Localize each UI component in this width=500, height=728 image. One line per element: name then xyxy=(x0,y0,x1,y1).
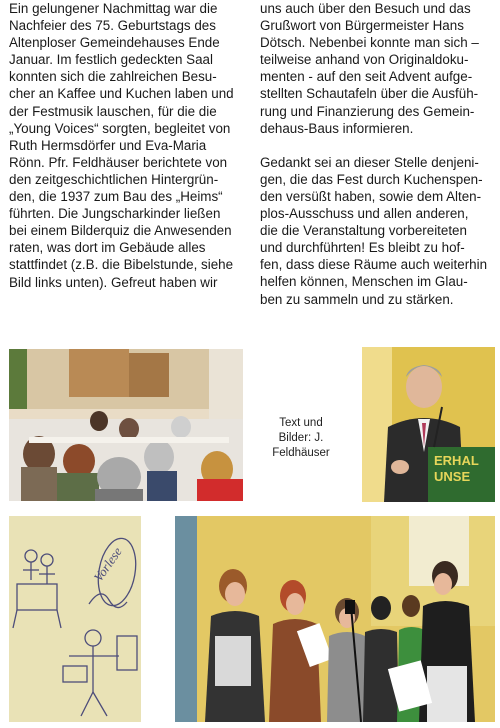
article-line: der Festmusik lauschen, für die die xyxy=(9,103,217,119)
article-line: teilweise anhand von Originaldoku- xyxy=(260,52,469,68)
article-line: ben zu sammeln und zu stärken. xyxy=(260,291,454,307)
article-line: Rönn. Pfr. Feldhäuser berichtete von xyxy=(9,154,228,170)
caption-line: Text und xyxy=(279,417,323,429)
speaker-photo-illustration xyxy=(362,347,495,502)
article-line: den, die 1937 zum Bau des „Heims“ xyxy=(9,189,223,205)
article-line: Nachfeier des 75. Geburtstags des xyxy=(9,18,216,34)
article-line: den versüßt haben, sowie dem Alten- xyxy=(260,188,482,204)
article-line: uns auch über den Besuch und das xyxy=(260,1,471,16)
audience-photo-illustration xyxy=(9,349,243,501)
article-line: bei einem Bilderquiz die Anwesenden xyxy=(9,223,232,239)
article-line: fen, dass diese Räume auch weiterhin xyxy=(260,257,488,273)
article-line: Dötsch. Nebenbei konnte man sich – xyxy=(260,35,479,51)
article-line: Januar. Im festlich gedeckten Saal xyxy=(9,52,213,68)
caption-line: Bilder: J. xyxy=(278,432,324,444)
audience-photo xyxy=(9,349,243,501)
article-left-column xyxy=(9,0,249,291)
article-line: Grußwort von Bürgermeister Hans xyxy=(260,18,464,34)
article-line: die die Veranstaltung vorbereiteten xyxy=(260,223,467,239)
drawing-photo-illustration xyxy=(9,516,141,722)
article-line: Altenploser Gemeindehauses Ende xyxy=(9,35,220,51)
article-line: stellten Schautafeln über die Ausfüh- xyxy=(260,86,479,102)
article-line: dehaus-Baus informieren. xyxy=(260,120,414,136)
article-line: rung und Finanzierung des Gemein- xyxy=(260,103,475,119)
article-line: Bild links unten). Gefreut haben wir xyxy=(9,274,218,290)
article-line: „Young Voices“ sorgten, begleitet von xyxy=(9,120,231,136)
drawing-scribble-text: Vorlese xyxy=(90,544,125,585)
article-line: plos-Ausschuss und allen anderen, xyxy=(260,206,469,222)
article-line: raten, was dort im Gebäude alles xyxy=(9,240,206,256)
speaker-photo xyxy=(362,347,495,502)
choir-photo-illustration xyxy=(175,516,495,722)
article-line: konnten sich die zahlreichen Besu- xyxy=(9,69,217,85)
article-line: gen, die das Fest durch Kuchenspen- xyxy=(260,171,483,187)
article-line: führten. Die Jungscharkinder ließen xyxy=(9,206,221,222)
photo-credit-caption xyxy=(257,416,345,461)
choir-photo xyxy=(175,516,495,722)
article-line: Gedankt sei an dieser Stelle denjeni- xyxy=(260,154,479,170)
article-line: und durchführten! Es bleibt zu hof- xyxy=(260,240,465,256)
article-line: den zeitgeschichtlichen Hintergrün- xyxy=(9,171,219,187)
caption-line: Feldhäuser xyxy=(272,447,330,459)
lectern-sign-text: ERHAL xyxy=(434,453,479,468)
article-line: helfen können, Menschen im Glau- xyxy=(260,274,468,290)
article-line: Ein gelungener Nachmittag war die xyxy=(9,1,218,16)
article-line: menten - auf den seit Advent aufge- xyxy=(260,69,473,85)
article-line: stattfindet (z.B. die Bibelstunde, siehe xyxy=(9,257,234,273)
article-line: cher an Kaffee und Kuchen laben und xyxy=(9,86,234,102)
drawing-photo xyxy=(9,516,141,722)
article-line: Ruth Hermsdörfer und Eva-Maria xyxy=(9,137,207,153)
article-right-column xyxy=(260,0,496,308)
lectern-sign-text: UNSE xyxy=(434,469,471,484)
paragraph-gap xyxy=(260,137,496,154)
